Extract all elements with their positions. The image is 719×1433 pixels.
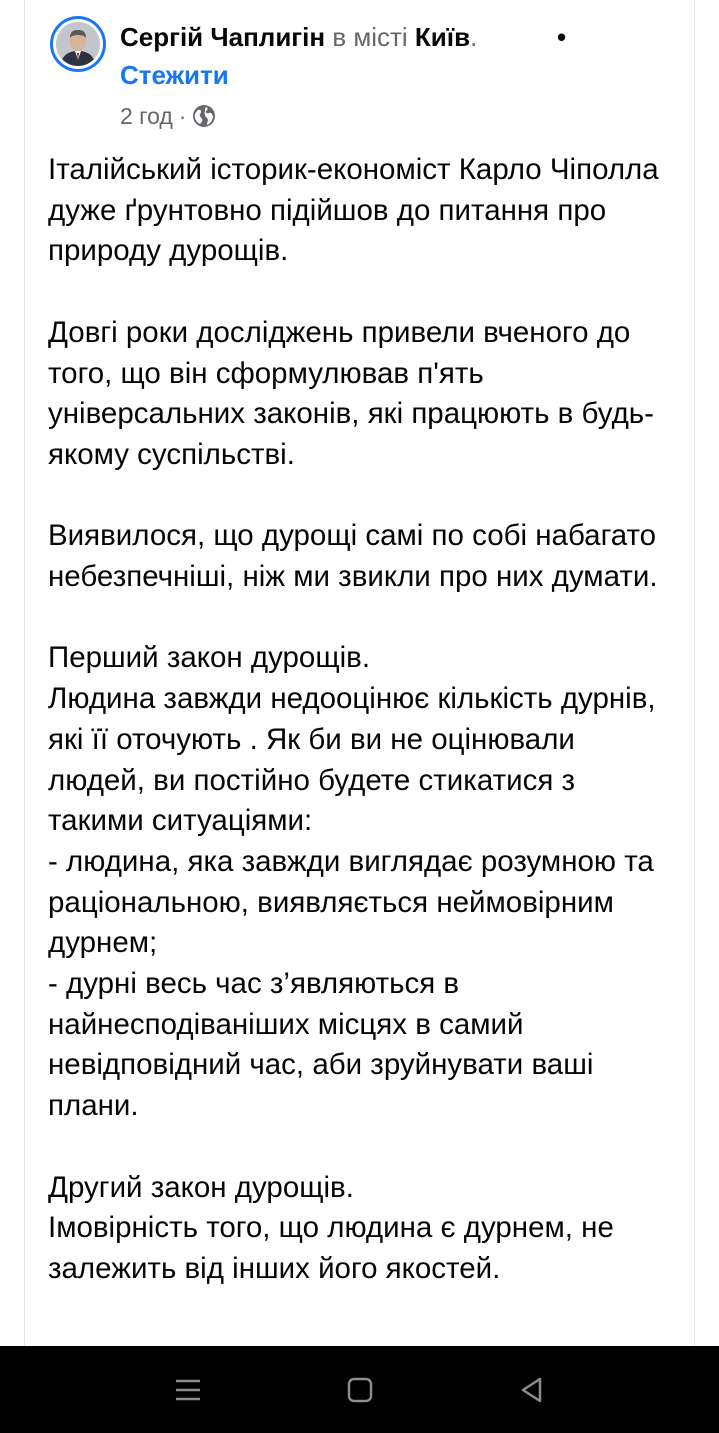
post-paragraph: Довгі роки досліджень привели вченого до того, що він сформулював п'ять універсальних законів, які працюють в будь-якому суспільстві.: [48, 315, 654, 471]
back-triangle-icon[interactable]: [514, 1372, 550, 1408]
location-suffix: .: [470, 22, 478, 52]
avatar-photo: [56, 22, 100, 66]
post-paragraph: Перший закон дурощів. Людина завжди недооцінює кількість дурнів, які її оточують . Як би ви не оцінювали людей, ви постійно будете стикатися з такими ситуаціями: - людина, яка завжди виглядає розумною та раціональною, виявляється неймовірним дурнем; - дурні весь час з’являються в найнесподіваніших місцях в самий невідповідний час, аби зруйнувати ваші плани.: [48, 641, 656, 1123]
location-name[interactable]: Київ: [414, 22, 471, 52]
home-square-icon[interactable]: [342, 1372, 378, 1408]
post-header: [120, 19, 680, 55]
location-prefix: в місті: [332, 22, 408, 52]
meta-separator: ·: [178, 102, 187, 129]
author-avatar[interactable]: [50, 16, 106, 72]
person-photo-icon: [56, 22, 100, 66]
post-paragraph: Виявилося, що дурощі самі по собі набагато небезпечніші, ніж ми звикли про них думати.: [48, 519, 658, 593]
post-paragraph: Італійський історик-економіст Карло Чіполла дуже ґрунтовно підійшов до питання про природу дурощів.: [48, 153, 659, 268]
post-meta: [120, 100, 216, 132]
follow-button[interactable]: Стежити: [120, 60, 229, 90]
globe-icon: [192, 104, 216, 128]
post-paragraph: Другий закон дурощів. Імовірність того, що людина є дурнем, не залежить від інших його якостей.: [48, 1170, 614, 1285]
menu-icon[interactable]: [170, 1372, 206, 1408]
author-name[interactable]: Сергій Чаплигін: [120, 22, 326, 52]
system-navigation-bar: [0, 1346, 719, 1433]
post-text: [48, 150, 678, 1330]
post-time[interactable]: 2 год: [120, 102, 173, 129]
header-separator: •: [557, 22, 567, 52]
